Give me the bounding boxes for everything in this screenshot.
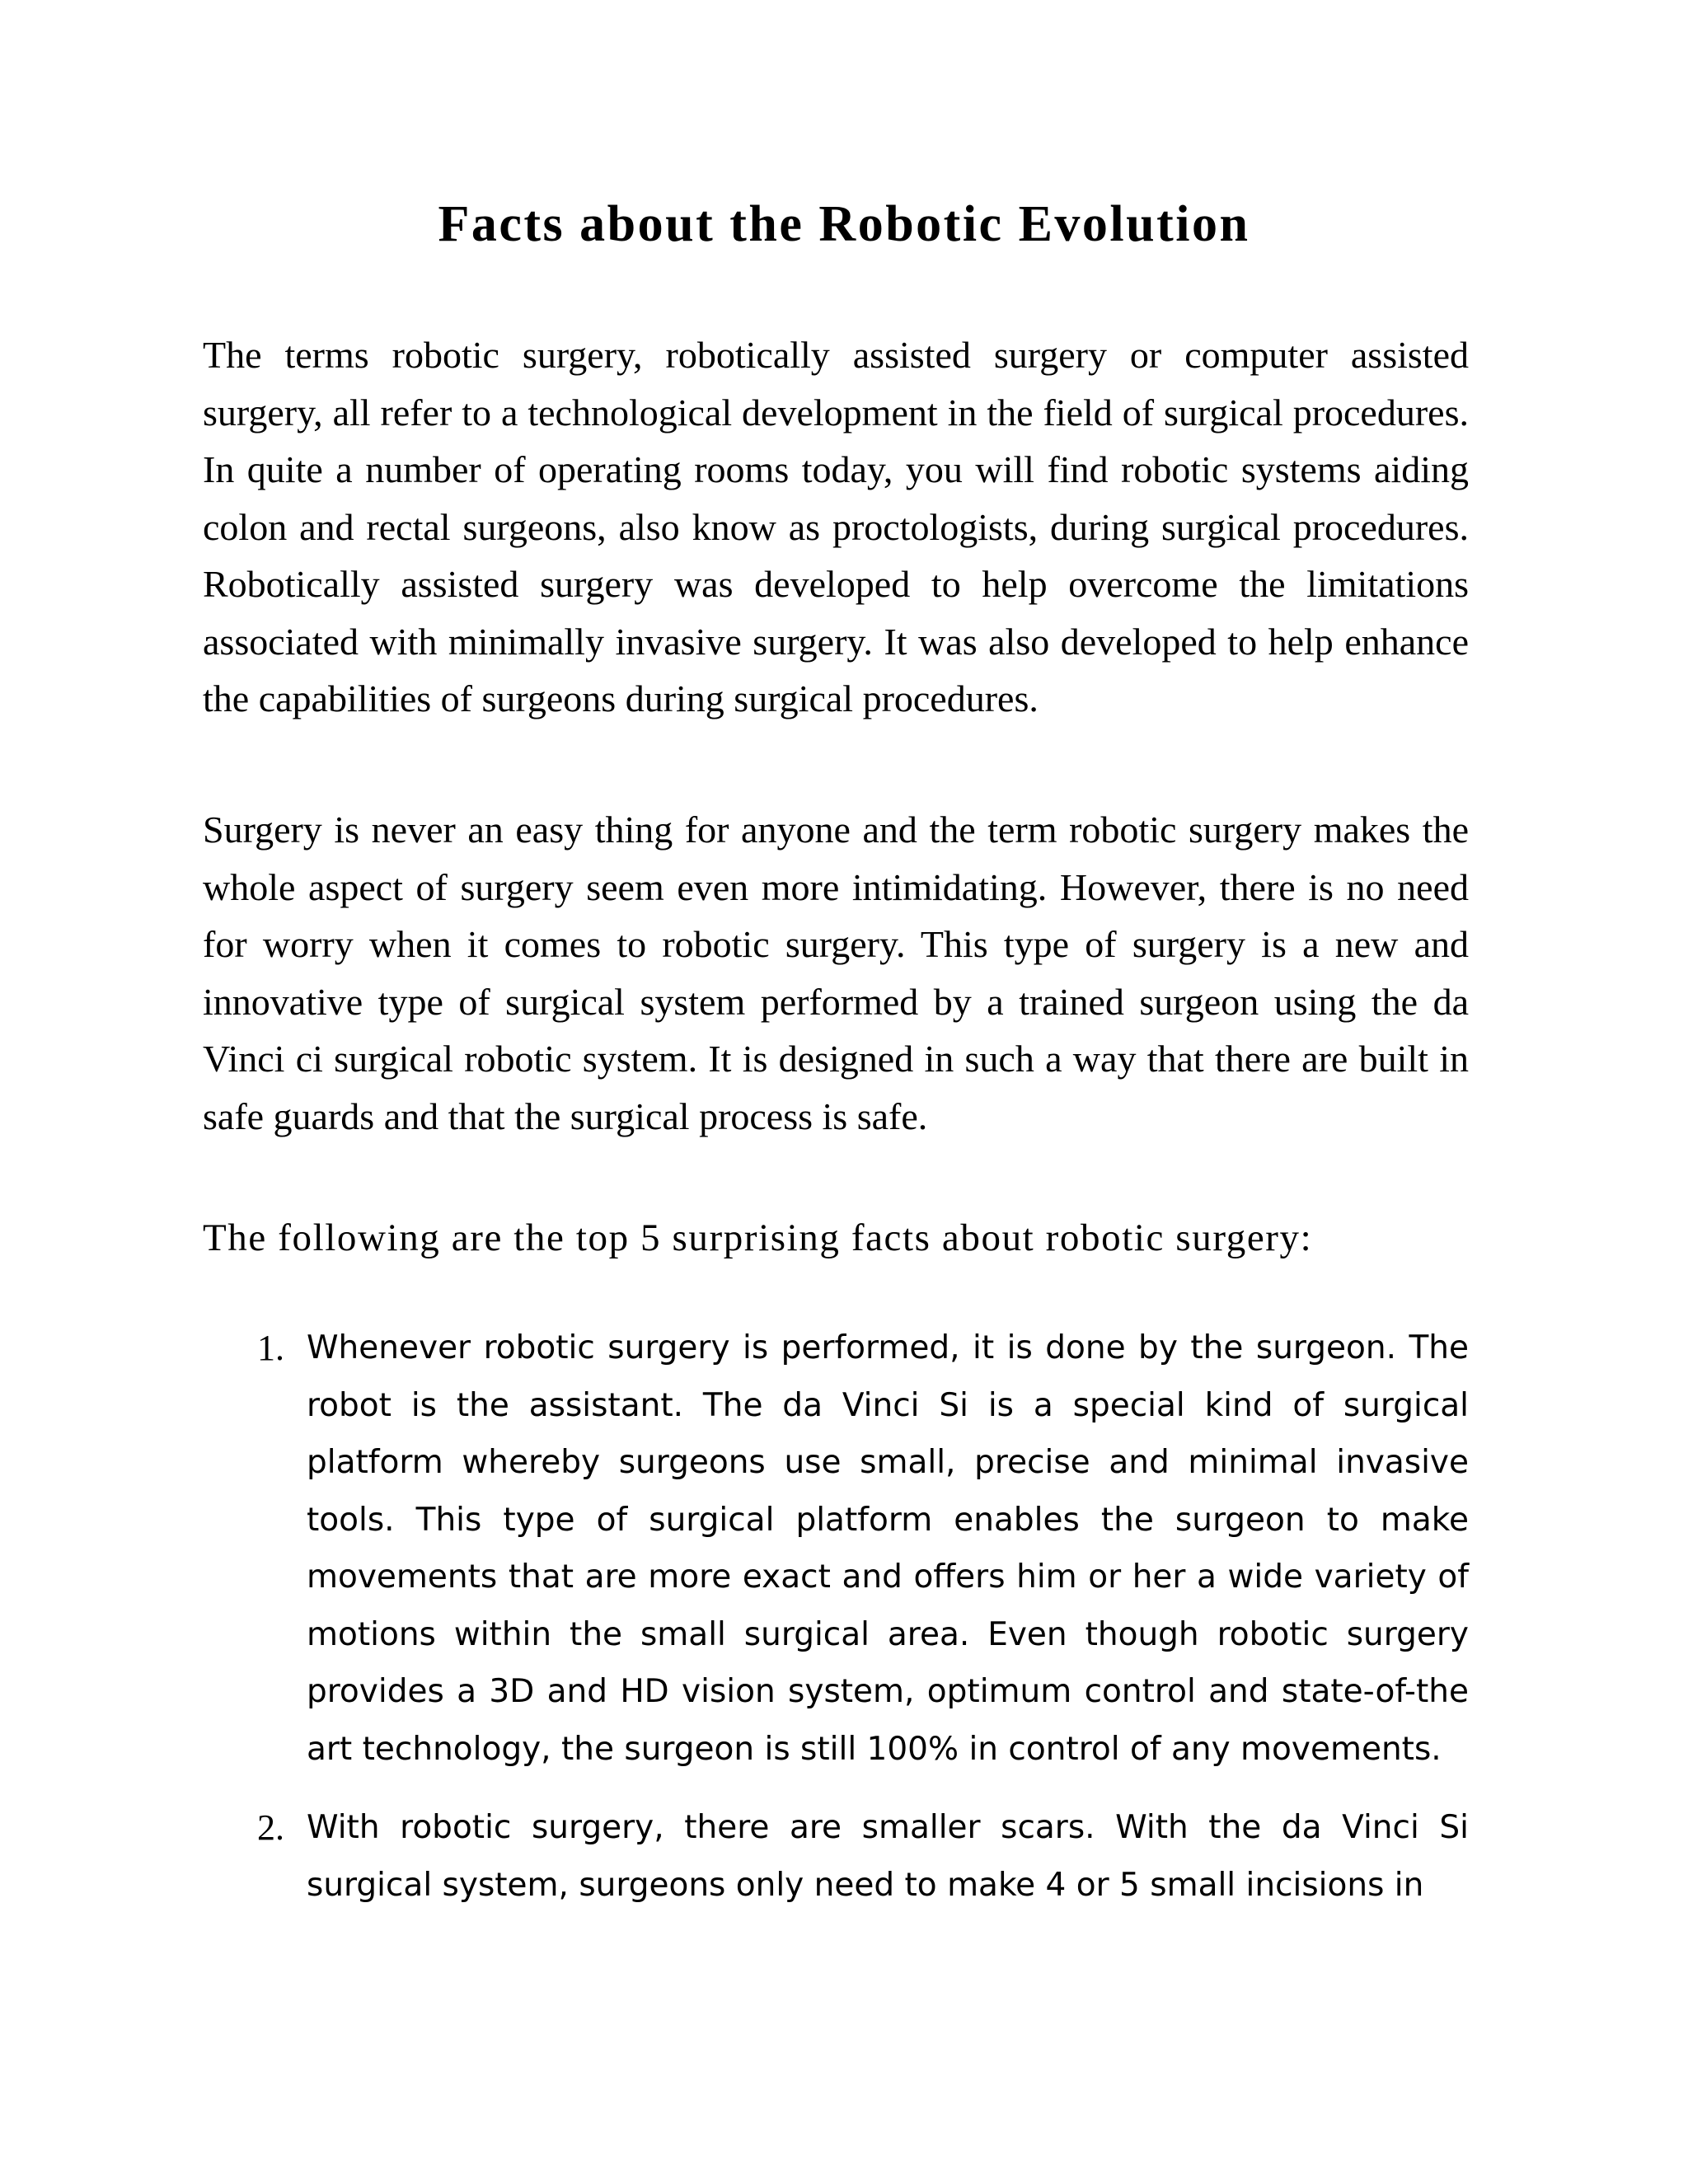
- list-item: With robotic surgery, there are smaller scars. With the da Vinci Si surgical system, surgeons only need to make 4 or 5 small incisions in: [307, 1809, 1469, 1904]
- list-item-number: 1.: [257, 1328, 284, 1368]
- page-title: Facts about the Robotic Evolution: [438, 196, 1250, 252]
- body-paragraph: Surgery is never an easy thing for anyone and the term robotic surgery makes the whole aspect of surgery seem even more intimidating. However, there is no need for worry when it comes to robotic surgery. This type of surgery is a new and innovative type of surgical system performed by a trained surgeon using the da Vinci ci surgical robotic system. It is designed in such a way that there are built in safe guards and that the surgical process is safe.: [203, 808, 1469, 1137]
- list-item-number: 2.: [257, 1807, 284, 1848]
- list-item: Whenever robotic surgery is performed, it is done by the surgeon. The robot is the assistant. The da Vinci Si is a special kind of surgical platform whereby surgeons use small, precise and minimal invasive tools. This type of surgical platform enables the surgeon to make movements that are more exact and offers him or her a wide variety of motions within the small surgical area. Even though robotic surgery provides a 3D and HD vision system, optimum control and state-of-the art technology, the surgeon is still 100% in control of any movements.: [307, 1329, 1469, 1768]
- list-intro: The following are the top 5 surprising facts about robotic surgery:: [203, 1216, 1313, 1259]
- body-paragraph: The terms robotic surgery, robotically assisted surgery or computer assisted surgery, all refer to a technological development in the field of surgical procedures. In quite a number of operating rooms today, you will find robotic systems aiding colon and rectal surgeons, also know as proctologists, during surgical procedures. Robotically assisted surgery was developed to help overcome the limitations associated with minimally invasive surgery. It was also developed to help enhance the capabilities of surgeons during surgical procedures.: [203, 334, 1469, 719]
